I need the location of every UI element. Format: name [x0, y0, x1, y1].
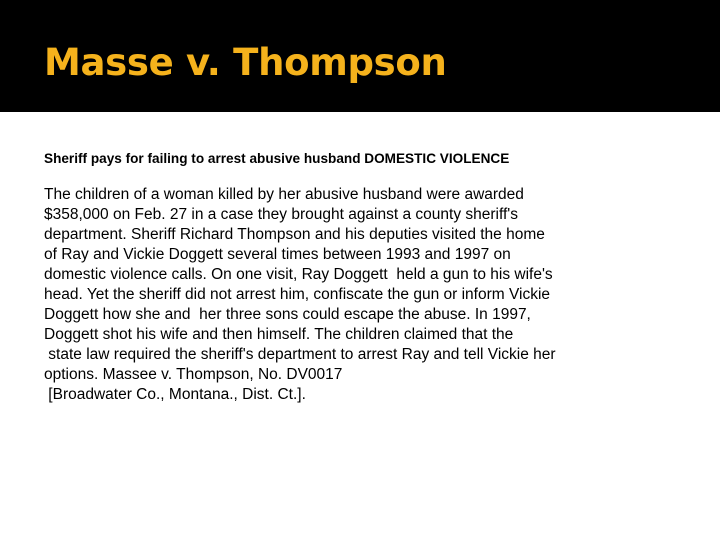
slide-title: Masse v. Thompson [44, 41, 447, 84]
body-line: department. Sheriff Richard Thompson and his deputies visited the home [44, 226, 545, 243]
slide-content [0, 112, 720, 540]
body-line: The children of a woman killed by her abusive husband were awarded [44, 186, 524, 203]
body-line: options. Massee v. Thompson, No. DV0017 [44, 366, 343, 383]
slide-subtitle: Sheriff pays for failing to arrest abusive husband DOMESTIC VIOLENCE [44, 151, 510, 166]
body-line: Doggett how she and her three sons could escape the abuse. In 1997, [44, 306, 531, 323]
body-line: $358,000 on Feb. 27 in a case they brought against a county sheriff's [44, 206, 519, 223]
body-line: of Ray and Vickie Doggett several times between 1993 and 1997 on [44, 246, 511, 263]
body-line: domestic violence calls. On one visit, Ray Doggett held a gun to his wife's [44, 266, 553, 283]
title-band [0, 0, 720, 112]
body-line: [Broadwater Co., Montana., Dist. Ct.]. [44, 386, 306, 403]
slide-body-text [44, 185, 556, 405]
body-line: Doggett shot his wife and then himself. The children claimed that the [44, 326, 514, 343]
body-line: head. Yet the sheriff did not arrest him, confiscate the gun or inform Vickie [44, 286, 551, 303]
body-line: state law required the sheriff's department to arrest Ray and tell Vickie her [44, 346, 556, 363]
